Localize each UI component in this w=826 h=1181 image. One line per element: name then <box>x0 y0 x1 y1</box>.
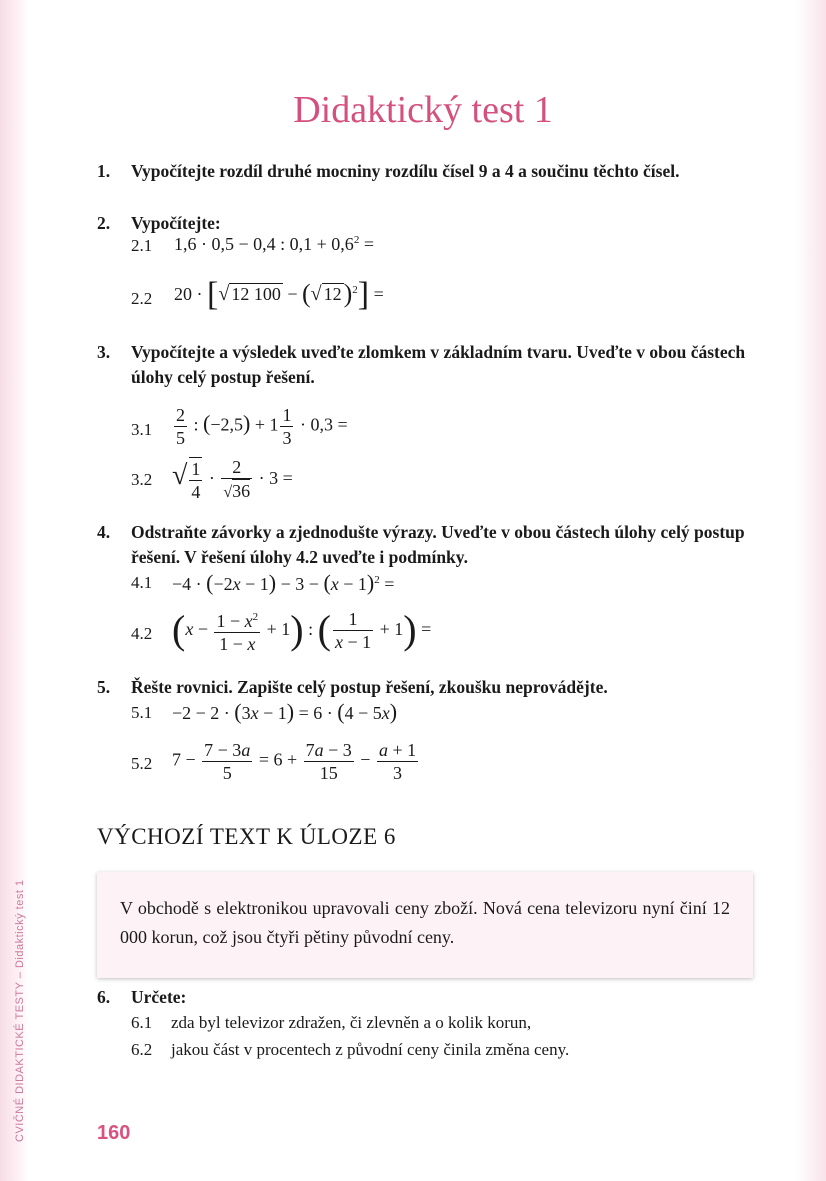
item-number: 6.2 <box>131 1040 153 1059</box>
item-number: 6.1 <box>131 1013 153 1032</box>
subtask-label: 2.1 <box>131 236 153 255</box>
source-text-box <box>97 872 753 978</box>
question-number: 5. <box>97 677 111 697</box>
expression-3-1: $\frac{2}{5}$ : (−2,5) + 1 $\frac{1}{3}$ · 0,3 = <box>176 405 348 448</box>
item-text: jakou část v procentech z původní ceny činila změna ceny. <box>171 1040 570 1059</box>
question-number: 2. <box>97 213 111 233</box>
subtask-label: 4.2 <box>131 624 153 643</box>
question-text: Vypočítejte a výsledek uveďte zlomkem v základním tvaru. Uveďte v obou částech úlohy celý postup řešení. <box>131 342 746 387</box>
expression-2-2: 20 · [√ 12 100 − (√ 12)$^2$] = <box>174 276 384 313</box>
question-number: 6. <box>97 987 111 1007</box>
expression-5-1: −2 − 2 · (3x − 1) = 6 · (4 − 5x) <box>172 699 398 724</box>
expression-2-1: 1,6 · 0,5 − 0,4 : $0,1 + 0,6^2$ = <box>174 234 374 254</box>
expression-4-1: $-4 \cdot (-2x - 1) - 3 - (x - 1)^2$ = <box>172 570 395 595</box>
expression-4-2: (x − $\frac{1 - x^2}{1 - x}$ + 1) : ( $\frac{1}{x - 1}$ + 1) = <box>172 607 432 655</box>
question-text: Řešte rovnici. Zapište celý postup řešení, zkoušku neprovádějte. <box>131 677 608 697</box>
question-text: Vypočítejte rozdíl druhé mocniny rozdílu čísel 9 a 4 a součinu těchto čísel. <box>131 161 680 181</box>
item-text: zda byl televizor zdražen, či zlevněn a o kolik korun, <box>171 1013 532 1032</box>
question-number: 4. <box>97 522 111 542</box>
subtask-label: 5.2 <box>131 754 153 773</box>
source-text: V obchodě s elektronikou upravovali ceny zboží. Nová cena televizoru nyní činí 12 000 korun, což jsou čtyři pětiny původní ceny. <box>120 898 730 947</box>
section-heading: VÝCHOZÍ TEXT K ÚLOZE 6 <box>97 824 396 849</box>
subtask-label: 2.2 <box>131 289 153 308</box>
side-running-label: CVIČNÉ DIDAKTICKÉ TESTY – Didaktický test 1 <box>14 879 26 1142</box>
question-text: Odstraňte závorky a zjednodušte výrazy. Uveďte v obou částech úlohy celý postup řešení. V řešení úlohy 4.2 uveďte i podmínky. <box>131 522 745 567</box>
page-number: 160 <box>97 1122 131 1144</box>
subtask-label: 4.1 <box>131 573 153 592</box>
expression-5-2: 7 − $\frac{7 - 3a}{5}$ = 6 + $\frac{7a - 3}{15}$ − $\frac{a + 1}{3}$ <box>172 740 417 783</box>
question-text: Určete: <box>131 987 187 1007</box>
right-page-edge <box>796 0 826 1181</box>
page-title: Didaktický test 1 <box>293 89 553 131</box>
subtask-label: 3.1 <box>131 420 153 439</box>
expression-3-2: √ $\frac{1}{4}$ · $\frac{2}{√36}$ · 3 = <box>172 457 293 502</box>
subtask-label: 5.1 <box>131 703 153 722</box>
question-text: Vypočítejte: <box>131 213 221 233</box>
question-number: 1. <box>97 161 111 181</box>
subtask-label: 3.2 <box>131 470 153 489</box>
question-number: 3. <box>97 342 111 362</box>
